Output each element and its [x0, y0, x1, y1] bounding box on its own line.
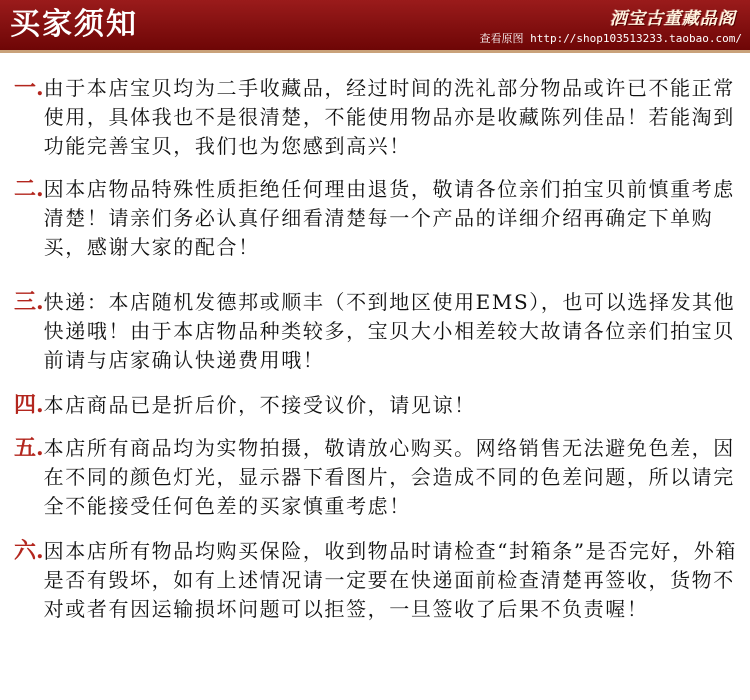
- notice-item-5: [14, 434, 738, 521]
- shop-url-link[interactable]: 查看原图 http://shop103513233.taobao.com/: [479, 32, 742, 45]
- item-number: 一.: [14, 75, 44, 101]
- notice-item-3: [14, 288, 738, 375]
- header-banner: [0, 0, 750, 53]
- notice-item-1: [14, 74, 738, 161]
- page-title: 买家须知: [10, 7, 138, 42]
- item-number: 五.: [14, 435, 44, 461]
- item-text: 因本店物品特殊性质拒绝任何理由退货，敬请各位亲们拍宝贝前慎重考虑清楚！请亲们务必认真仔细看清楚每一个产品的详细介绍再确定下单购买，感谢大家的配合！: [43, 177, 735, 259]
- item-text: 因本店所有物品均购买保险，收到物品时请检查“封箱条”是否完好，外箱是否有毁坏，如有上述情况请一定要在快递面前检查清楚再签收，货物不对或者有因运输损坏问题可以拒签，一旦签收了后果不负责喔！: [43, 539, 737, 621]
- item-number: 四.: [14, 392, 44, 418]
- item-text: 由于本店宝贝均为二手收藏品，经过时间的洗礼部分物品或许已不能正常使用，具体我也不是很清楚，不能使用物品亦是收藏陈列佳品！若能淘到功能完善宝贝，我们也为您感到高兴！: [43, 76, 735, 158]
- notice-item-6: [14, 537, 738, 624]
- notice-item-4: [14, 391, 738, 420]
- shop-name-logo: 洒宝古董藏品阁: [610, 9, 736, 29]
- item-text: 本店商品已是折后价，不接受议价，请见谅！: [43, 393, 476, 417]
- item-number: 六.: [14, 538, 44, 564]
- notice-list: [14, 74, 738, 624]
- notice-item-2: [14, 175, 738, 262]
- item-number: 三.: [14, 289, 44, 315]
- item-text: 快递：本店随机发德邦或顺丰（不到地区使用EMS），也可以选择发其他快递哦！由于本店物品种类较多，宝贝大小相差较大故请各位亲们拍宝贝前请与店家确认快递费用哦！: [43, 290, 736, 372]
- item-text: 本店所有商品均为实物拍摄，敬请放心购买。网络销售无法避免色差，因在不同的颜色灯光，显示器下看图片，会造成不同的色差问题，所以请完全不能接受任何色差的买家慎重考虑！: [43, 436, 735, 518]
- item-number: 二.: [14, 176, 44, 202]
